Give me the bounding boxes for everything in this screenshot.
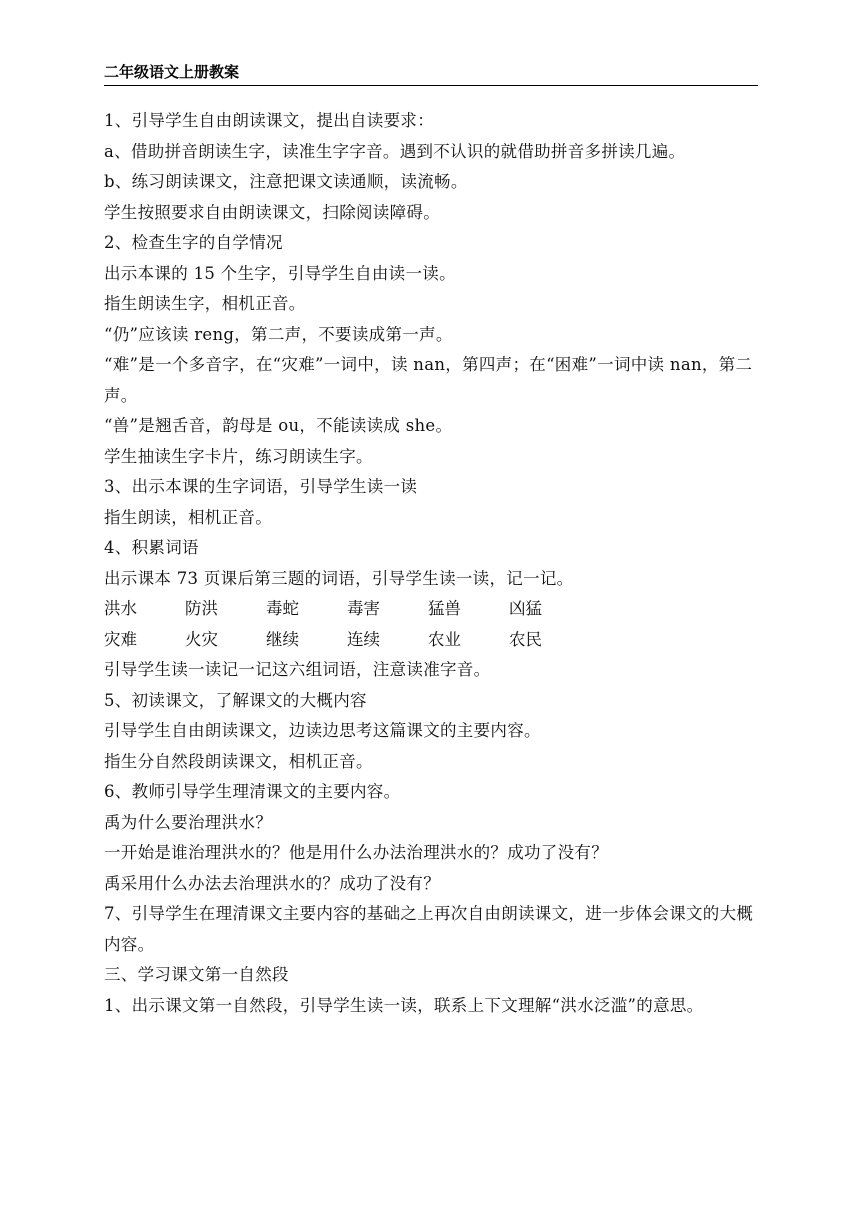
vocab-word: 猛兽 xyxy=(428,599,461,618)
document-body xyxy=(104,106,760,1021)
vocab-word: 农民 xyxy=(509,629,542,649)
text-line: 引导学生读一读记一记这六组词语，注意读准字音。 xyxy=(104,660,491,679)
text-line: b、练习朗读课文，注意把课文读通顺，读流畅。 xyxy=(104,172,468,191)
text-line: “兽”是翘舌音，韵母是 ou，不能读读成 she。 xyxy=(104,416,453,435)
text-line: 5、初读课文，了解课文的大概内容 xyxy=(104,690,367,710)
text-line: 7、引导学生在理清课文主要内容的基础之上再次自由朗读课文，进一步体会课文的大概内容。 xyxy=(104,904,754,954)
text-line: 一开始是谁治理洪水的？他是用什么办法治理洪水的？成功了没有？ xyxy=(104,843,608,862)
vocab-word: 火灾 xyxy=(185,629,218,649)
page-header-title: 二年级语文上册教案 xyxy=(104,60,758,86)
word-row-1 xyxy=(104,594,760,625)
text-line: a、借助拼音朗读生字，读准生字字音。遇到不认识的就借助拼音多拼读几遍。 xyxy=(104,141,686,161)
text-line: 学生抽读生字卡片，练习朗读生字。 xyxy=(104,446,373,466)
vocab-word: 洪水 xyxy=(104,599,137,618)
text-line: 6、教师引导学生理清课文的主要内容。 xyxy=(104,782,401,801)
text-line: 禹为什么要治理洪水？ xyxy=(104,812,272,832)
vocab-word: 灾难 xyxy=(104,629,137,649)
vocab-word: 防洪 xyxy=(185,599,218,618)
text-line: 学生按照要求自由朗读课文，扫除阅读障碍。 xyxy=(104,202,440,222)
text-line: 3、出示本课的生字词语，引导学生读一读 xyxy=(104,477,418,496)
word-row-2 xyxy=(104,625,760,656)
text-line: 指生朗读，相机正音。 xyxy=(104,507,272,527)
text-line: 2、检查生字的自学情况 xyxy=(104,233,283,252)
text-line: 引导学生自由朗读课文，边读边思考这篇课文的主要内容。 xyxy=(104,721,541,740)
text-line: 4、积累词语 xyxy=(104,538,199,557)
text-line: 指生朗读生字，相机正音。 xyxy=(104,294,306,313)
text-line: 1、出示课文第一自然段，引导学生读一读，联系上下文理解“洪水泛滥”的意思。 xyxy=(104,995,704,1015)
text-line: 1、引导学生自由朗读课文，提出自读要求： xyxy=(104,111,434,130)
vocab-word: 毒害 xyxy=(347,599,380,618)
text-line: 出示课本 73 页课后第三题的词语，引导学生读一读，记一记。 xyxy=(104,568,574,588)
vocab-word: 农业 xyxy=(428,629,461,649)
text-line: “仍”应该读 reng，第二声，不要读成第一声。 xyxy=(104,324,453,344)
vocab-word: 继续 xyxy=(266,629,299,649)
text-line: 出示本课的 15 个生字，引导学生自由读一读。 xyxy=(104,263,456,283)
vocab-word: 连续 xyxy=(347,629,380,649)
text-line: 三、学习课文第一自然段 xyxy=(104,965,289,984)
vocab-word: 凶猛 xyxy=(509,599,542,618)
vocab-word: 毒蛇 xyxy=(266,599,299,618)
text-line: “难”是一个多音字，在“灾难”一词中，读 nan，第四声；在“困难”一词中读 nan，第二声。 xyxy=(104,355,753,405)
text-line: 禹采用什么办法去治理洪水的？成功了没有？ xyxy=(104,873,440,893)
text-line: 指生分自然段朗读课文，相机正音。 xyxy=(104,751,373,771)
